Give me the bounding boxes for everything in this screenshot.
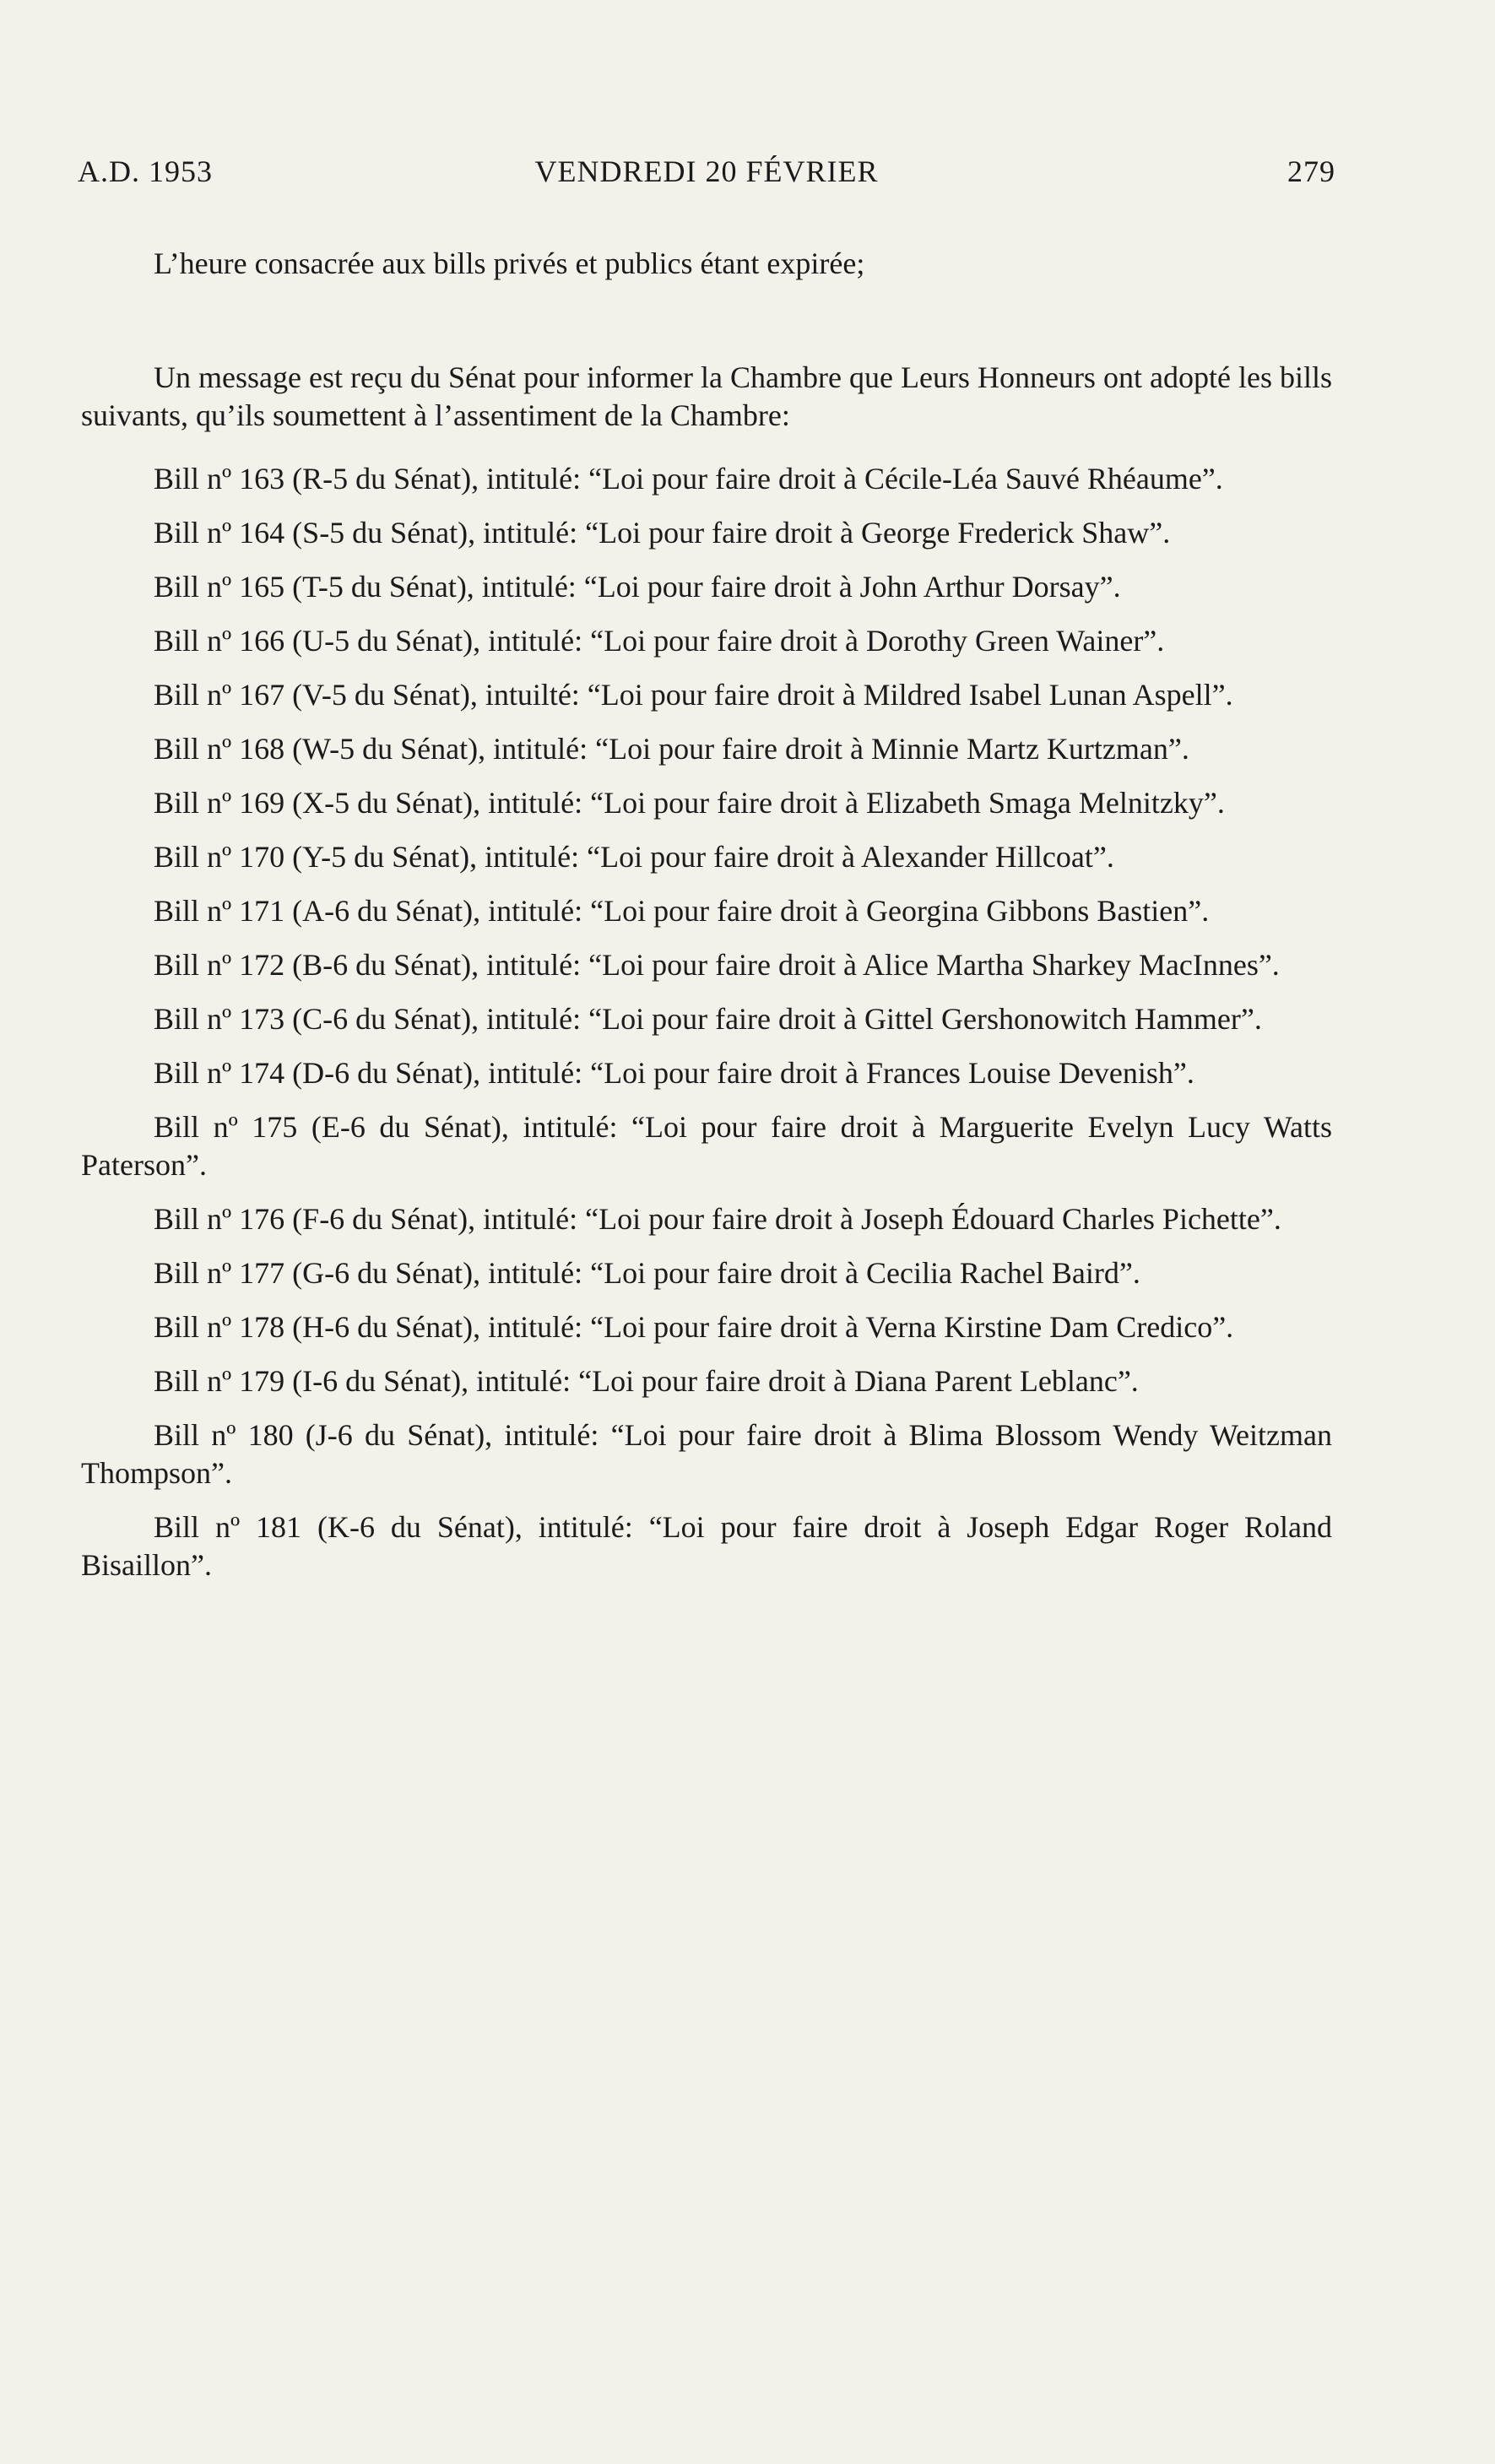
bill-179: Bill nº 179 (I-6 du Sénat), intitulé: “Loi pour faire droit à Diana Parent Leblanc”. [154,1364,1139,1398]
bill-174: Bill nº 174 (D-6 du Sénat), intitulé: “Loi pour faire droit à Frances Louise Devenish”. [154,1056,1194,1090]
bill-165: Bill nº 165 (T-5 du Sénat), intitulé: “Loi pour faire droit à John Arthur Dorsay”. [154,570,1121,604]
bill-163: Bill nº 163 (R-5 du Sénat), intitulé: “Loi pour faire droit à Cécile-Léa Sauvé Rhéaume”. [154,462,1223,496]
page-number: 279 [1287,154,1335,188]
senate-message-paragraph: Un message est reçu du Sénat pour informer la Chambre que Leurs Honneurs ont adopté les bills suivants, qu’ils soumettent à l’assentiment de la Chambre: [81,360,1332,432]
intro-paragraph: L’heure consacrée aux bills privés et publics étant expirée; [154,246,865,280]
bill-168: Bill nº 168 (W-5 du Sénat), intitulé: “Loi pour faire droit à Minnie Martz Kurtzman”. [154,732,1189,766]
bill-172: Bill nº 172 (B-6 du Sénat), intitulé: “Loi pour faire droit à Alice Martha Sharkey MacInnes”. [154,948,1280,982]
header-date: VENDREDI 20 FÉVRIER [534,154,879,188]
bill-166: Bill nº 166 (U-5 du Sénat), intitulé: “Loi pour faire droit à Dorothy Green Wainer”. [154,624,1165,658]
bill-169: Bill nº 169 (X-5 du Sénat), intitulé: “Loi pour faire droit à Elizabeth Smaga Melnitzky”. [154,786,1225,820]
bill-164: Bill nº 164 (S-5 du Sénat), intitulé: “Loi pour faire droit à George Frederick Shaw”. [154,516,1171,550]
document-body [81,245,1332,1600]
bill-171: Bill nº 171 (A-6 du Sénat), intitulé: “Loi pour faire droit à Georgina Gibbons Bastien”. [154,894,1210,928]
bill-178: Bill nº 178 (H-6 du Sénat), intitulé: “Loi pour faire droit à Verna Kirstine Dam Credico”. [154,1310,1234,1344]
bill-176: Bill nº 176 (F-6 du Sénat), intitulé: “Loi pour faire droit à Joseph Édouard Charles Pichette”. [154,1202,1281,1236]
bill-175: Bill nº 175 (E-6 du Sénat), intitulé: “Loi pour faire droit à Marguerite Evelyn Lucy Watts Paterson”. [81,1110,1332,1182]
header-year: A.D. 1953 [78,154,213,188]
bill-180: Bill nº 180 (J-6 du Sénat), intitulé: “Loi pour faire droit à Blima Blossom Wendy Weitzman Thompson”. [81,1418,1332,1490]
bill-177: Bill nº 177 (G-6 du Sénat), intitulé: “Loi pour faire droit à Cecilia Rachel Baird”. [154,1256,1140,1290]
bill-170: Bill nº 170 (Y-5 du Sénat), intitulé: “Loi pour faire droit à Alexander Hillcoat”. [154,840,1114,874]
bill-167: Bill nº 167 (V-5 du Sénat), intuilté: “Loi pour faire droit à Mildred Isabel Lunan Aspell”. [154,678,1233,712]
bill-181: Bill nº 181 (K-6 du Sénat), intitulé: “Loi pour faire droit à Joseph Edgar Roger Roland Bisaillon”. [81,1510,1332,1582]
page-header [78,154,1335,196]
bill-173: Bill nº 173 (C-6 du Sénat), intitulé: “Loi pour faire droit à Gittel Gershonowitch Hammer”. [154,1002,1262,1036]
